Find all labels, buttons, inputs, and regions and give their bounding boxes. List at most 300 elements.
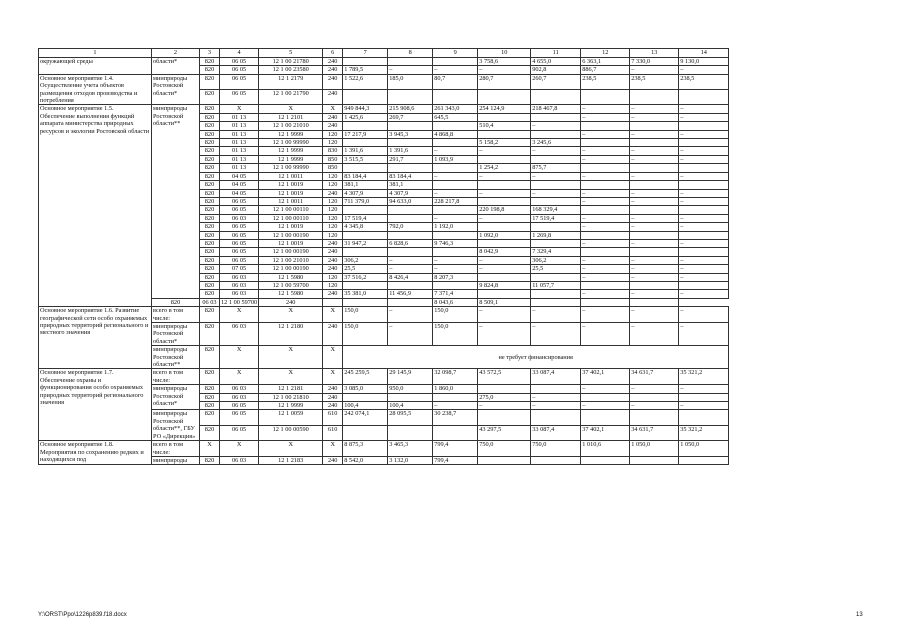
data-cell <box>478 113 531 121</box>
data-cell: X <box>323 105 343 113</box>
data-cell <box>531 239 581 247</box>
data-cell: – <box>581 265 630 273</box>
data-cell: 06 05 <box>220 206 259 214</box>
data-cell: – <box>630 223 679 231</box>
data-cell: 100,4 <box>343 402 388 410</box>
data-cell: 01 13 <box>220 155 259 163</box>
data-cell: 4 307,9 <box>388 189 433 197</box>
data-cell: – <box>531 147 581 155</box>
data-cell: 06 03 <box>220 290 259 298</box>
data-cell: 820 <box>200 164 220 172</box>
data-cell: 820 <box>200 425 220 440</box>
header-cell: 7 <box>343 49 388 58</box>
data-cell <box>343 58 388 66</box>
data-cell: 12 1 5980 <box>259 290 323 298</box>
data-cell: 12 1 2181 <box>259 385 323 393</box>
data-cell <box>531 90 581 105</box>
executor-cell: минприроды Ростовской области* <box>152 385 200 410</box>
data-cell: 06 03 <box>200 298 220 306</box>
data-cell: – <box>630 214 679 222</box>
executor-cell: всего в том числе: <box>152 441 200 457</box>
data-cell: 185,0 <box>388 74 433 89</box>
data-cell: 43 297,5 <box>478 425 531 440</box>
data-cell: – <box>433 189 478 197</box>
data-cell <box>433 139 478 147</box>
data-cell <box>531 456 581 464</box>
data-cell: 820 <box>200 197 220 205</box>
data-cell: – <box>679 197 729 205</box>
data-cell: 17 519,4 <box>531 214 581 222</box>
data-cell <box>323 298 343 306</box>
data-cell: 11 057,7 <box>531 281 581 289</box>
data-cell <box>343 206 388 214</box>
data-cell <box>679 410 729 425</box>
data-cell: – <box>630 105 679 113</box>
data-cell: 12 1 00 59700 <box>221 298 258 306</box>
data-cell: – <box>478 323 531 346</box>
data-cell: 220 198,8 <box>478 206 531 214</box>
data-cell: 820 <box>200 223 220 231</box>
data-cell: 35 321,2 <box>679 369 729 385</box>
data-cell: 06 05 <box>220 402 259 410</box>
data-cell: 820 <box>200 231 220 239</box>
data-cell: 240 <box>323 290 343 298</box>
data-cell: 645,5 <box>433 113 478 121</box>
data-cell: 12 1 00 00110 <box>259 206 323 214</box>
data-cell: – <box>630 290 679 298</box>
data-cell: 820 <box>200 369 220 385</box>
data-cell: 06 05 <box>220 58 259 66</box>
data-cell: 4 868,8 <box>433 130 478 138</box>
data-cell: 04 05 <box>220 181 259 189</box>
data-cell: – <box>679 323 729 346</box>
data-cell: 1 092,0 <box>478 231 531 239</box>
data-cell <box>581 410 630 425</box>
data-cell: 06 05 <box>220 248 259 256</box>
data-cell: 12 1 0019 <box>259 189 323 197</box>
data-cell: 8 043,6 <box>433 298 478 306</box>
data-cell <box>343 139 388 147</box>
data-cell: 7 329,4 <box>531 248 581 256</box>
data-cell <box>388 206 433 214</box>
data-cell: 8 426,4 <box>388 273 433 281</box>
data-cell: – <box>581 113 630 121</box>
data-cell: 820 <box>200 90 220 105</box>
data-cell: 06 03 <box>220 273 259 281</box>
data-cell: 06 05 <box>220 74 259 89</box>
data-cell: 820 <box>200 248 220 256</box>
data-cell: – <box>388 66 433 74</box>
data-cell: 820 <box>200 189 220 197</box>
data-cell: 820 <box>200 105 220 113</box>
data-cell: 240 <box>323 265 343 273</box>
data-cell <box>388 231 433 239</box>
data-cell <box>679 248 729 256</box>
data-cell: 12 1 00 99990 <box>259 164 323 172</box>
data-cell: 12 1 00 21790 <box>259 90 323 105</box>
data-cell: 4 307,9 <box>343 189 388 197</box>
data-cell: – <box>679 147 729 155</box>
data-cell: 820 <box>200 155 220 163</box>
executor-cell: всего в том числе: <box>152 369 200 385</box>
data-cell: 11 456,9 <box>388 290 433 298</box>
data-cell <box>433 231 478 239</box>
data-cell: 25,5 <box>531 265 581 273</box>
data-cell <box>478 181 531 189</box>
table-row <box>39 307 729 323</box>
data-cell: 12 1 00 59700 <box>259 281 323 289</box>
activity-cell: Основное мероприятие 1.5. Обеспечение выполнения функций аппарата министерства природных ресурсов и экологии Ростовской области <box>39 105 152 307</box>
data-cell: – <box>630 172 679 180</box>
data-cell: 949 844,3 <box>343 105 388 113</box>
data-cell: X <box>220 105 259 113</box>
data-cell: 3 515,5 <box>343 155 388 163</box>
data-cell: 306,2 <box>531 256 581 264</box>
data-cell: – <box>679 273 729 281</box>
data-cell <box>343 393 388 401</box>
data-cell: 820 <box>200 214 220 222</box>
data-cell: 240 <box>323 402 343 410</box>
table-row <box>39 105 729 113</box>
data-cell: 1 789,5 <box>343 66 388 74</box>
table-row <box>39 369 729 385</box>
header-cell: 6 <box>323 49 343 58</box>
data-cell <box>433 122 478 130</box>
data-cell <box>343 90 388 105</box>
table-row <box>39 74 729 89</box>
data-cell <box>478 130 531 138</box>
data-cell: X <box>323 346 343 369</box>
data-cell: 3 245,6 <box>531 139 581 147</box>
data-cell: 902,8 <box>531 66 581 74</box>
data-cell <box>630 393 679 401</box>
data-cell: 37 402,1 <box>581 369 630 385</box>
data-cell: – <box>630 66 679 74</box>
data-cell: 3 945,3 <box>388 130 433 138</box>
activity-cell: Основное мероприятие 1.8. Мероприятия по сохранению редких и находящихся под <box>39 441 152 465</box>
table-row <box>39 441 729 457</box>
data-cell: 12 1 2180 <box>259 323 323 346</box>
data-cell: 1 192,0 <box>433 223 478 231</box>
data-cell: 12 1 2179 <box>259 74 323 89</box>
data-cell: 43 572,5 <box>478 369 531 385</box>
data-cell <box>531 130 581 138</box>
data-cell: 12 1 0019 <box>259 181 323 189</box>
data-cell <box>581 298 630 306</box>
data-cell: 820 <box>200 402 220 410</box>
data-cell: – <box>531 323 581 346</box>
data-cell <box>679 206 729 214</box>
data-cell <box>531 298 581 306</box>
executor-cell: области* <box>152 58 200 75</box>
data-cell: 37 516,2 <box>343 273 388 281</box>
data-cell <box>630 410 679 425</box>
data-cell: 28 095,5 <box>388 410 433 425</box>
data-cell: 12 1 00 23580 <box>259 66 323 74</box>
data-cell: X <box>323 441 343 457</box>
data-cell: 950,0 <box>388 385 433 393</box>
data-cell <box>433 90 478 105</box>
data-cell <box>343 122 388 130</box>
header-cell: 9 <box>433 49 478 58</box>
data-cell: 240 <box>323 239 343 247</box>
data-cell <box>433 281 478 289</box>
data-cell <box>531 197 581 205</box>
data-cell: 17 519,4 <box>343 214 388 222</box>
data-cell <box>630 122 679 130</box>
data-cell: 12 1 9999 <box>259 130 323 138</box>
data-cell: – <box>630 323 679 346</box>
data-cell: 33 087,4 <box>531 369 581 385</box>
executor-cell: минприроды Ростовской области**, ГБУ РО «Дирекция» <box>152 410 200 441</box>
data-cell <box>433 425 478 440</box>
data-cell: 240 <box>323 122 343 130</box>
data-cell: – <box>581 273 630 281</box>
data-cell <box>679 164 729 172</box>
table-row <box>39 58 729 66</box>
data-cell: 06 03 <box>220 385 259 393</box>
data-cell: 120 <box>323 130 343 138</box>
data-cell: 820 <box>200 273 220 281</box>
data-cell: 215 908,6 <box>388 105 433 113</box>
data-cell: 34 631,7 <box>630 369 679 385</box>
data-cell: 12 1 0019 <box>259 239 323 247</box>
data-cell: 3 085,0 <box>343 385 388 393</box>
data-cell: – <box>531 172 581 180</box>
data-cell: – <box>679 256 729 264</box>
data-cell <box>531 273 581 281</box>
data-cell: 218 467,8 <box>531 105 581 113</box>
data-cell: 1 254,2 <box>478 164 531 172</box>
data-cell: 820 <box>152 298 200 306</box>
data-cell: 06 05 <box>220 223 259 231</box>
data-cell: 238,5 <box>630 74 679 89</box>
data-cell: 261 343,0 <box>433 105 478 113</box>
data-cell <box>531 181 581 189</box>
data-cell: 820 <box>200 58 220 66</box>
data-cell <box>478 410 531 425</box>
data-cell: 30 238,7 <box>433 410 478 425</box>
data-cell <box>343 425 388 440</box>
data-cell: 6 828,6 <box>388 239 433 247</box>
data-cell: – <box>679 214 729 222</box>
data-cell: 3 758,6 <box>478 58 531 66</box>
data-cell: 120 <box>323 139 343 147</box>
data-cell: 820 <box>200 456 220 464</box>
data-cell: – <box>679 402 729 410</box>
data-cell: – <box>478 402 531 410</box>
data-cell <box>478 197 531 205</box>
data-cell: 12 1 2101 <box>259 113 323 121</box>
data-cell: 820 <box>200 206 220 214</box>
data-cell: – <box>679 66 729 74</box>
header-cell: 11 <box>531 49 581 58</box>
data-cell: 8 542,0 <box>343 456 388 464</box>
budget-table <box>38 48 729 465</box>
data-cell: 750,0 <box>531 441 581 457</box>
data-cell <box>581 164 630 172</box>
data-cell: 238,5 <box>679 74 729 89</box>
data-cell: 17 217,9 <box>343 130 388 138</box>
data-cell: – <box>478 147 531 155</box>
data-cell <box>388 58 433 66</box>
data-cell: – <box>478 265 531 273</box>
data-cell <box>478 239 531 247</box>
data-cell: 820 <box>200 147 220 155</box>
data-cell: 1 391,6 <box>343 147 388 155</box>
data-cell: 7 371,4 <box>433 290 478 298</box>
data-cell: 306,2 <box>343 256 388 264</box>
data-cell: 12 1 9999 <box>259 155 323 163</box>
data-cell <box>531 113 581 121</box>
data-cell: – <box>433 214 478 222</box>
data-cell <box>388 214 433 222</box>
data-cell: 12 1 00 21810 <box>259 393 323 401</box>
data-cell <box>630 298 679 306</box>
data-cell <box>581 393 630 401</box>
data-cell: 3 132,0 <box>388 456 433 464</box>
data-cell: – <box>679 155 729 163</box>
data-cell: 792,0 <box>388 223 433 231</box>
data-cell: 12 1 0011 <box>259 197 323 205</box>
data-cell <box>478 385 531 393</box>
data-cell <box>581 456 630 464</box>
data-cell: 820 <box>200 385 220 393</box>
data-cell: – <box>679 105 729 113</box>
data-cell <box>343 298 388 306</box>
data-cell: – <box>581 172 630 180</box>
data-cell <box>581 122 630 130</box>
data-cell <box>679 90 729 105</box>
data-cell: – <box>581 402 630 410</box>
data-cell: 240 <box>323 189 343 197</box>
data-cell: – <box>679 290 729 298</box>
header-cell: 13 <box>630 49 679 58</box>
activity-cell: Основное мероприятие 1.6. Развитие географической сети особо охраняемых природных территорий регионального и местного значения <box>39 307 152 369</box>
data-cell: 35 381,0 <box>343 290 388 298</box>
data-cell: – <box>531 122 581 130</box>
data-cell <box>630 164 679 172</box>
data-cell: – <box>478 307 531 323</box>
data-cell: 12 1 00 21010 <box>259 256 323 264</box>
data-cell <box>630 181 679 189</box>
data-cell <box>531 290 581 298</box>
data-cell <box>531 223 581 231</box>
data-cell: 150,0 <box>343 307 388 323</box>
data-cell: 228 217,8 <box>433 197 478 205</box>
data-cell: – <box>388 256 433 264</box>
data-cell: 01 13 <box>220 122 259 130</box>
data-cell: X <box>220 441 259 457</box>
data-cell: 150,0 <box>433 323 478 346</box>
data-cell: 120 <box>323 273 343 281</box>
data-cell: 33 087,4 <box>531 425 581 440</box>
data-cell: – <box>388 307 433 323</box>
data-cell <box>630 281 679 289</box>
data-cell: 830 <box>323 147 343 155</box>
data-cell <box>388 139 433 147</box>
data-cell: 12 1 5980 <box>259 273 323 281</box>
data-cell: 6 363,1 <box>581 58 630 66</box>
data-cell: – <box>581 155 630 163</box>
data-cell: – <box>679 172 729 180</box>
data-cell: 12 1 00 00590 <box>259 425 323 440</box>
data-cell: 820 <box>200 290 220 298</box>
data-cell: 820 <box>200 74 220 89</box>
data-cell <box>630 456 679 464</box>
data-cell: 1 522,6 <box>343 74 388 89</box>
data-cell: 83 184,4 <box>388 172 433 180</box>
data-cell: – <box>531 307 581 323</box>
data-cell: 12 1 00 00190 <box>259 248 323 256</box>
data-cell: 06 05 <box>220 90 259 105</box>
data-cell: X <box>220 346 259 369</box>
executor-cell: минприроды Ростовской области** <box>152 105 200 298</box>
data-cell: X <box>259 441 323 457</box>
data-cell: – <box>433 147 478 155</box>
data-cell <box>630 139 679 147</box>
data-cell <box>679 122 729 130</box>
header-cell: 12 <box>581 49 630 58</box>
data-cell: 06 05 <box>220 256 259 264</box>
header-cell: 5 <box>259 49 323 58</box>
data-cell <box>630 90 679 105</box>
data-cell <box>531 385 581 393</box>
data-cell: 01 13 <box>220 164 259 172</box>
data-cell <box>478 155 531 163</box>
data-cell: 32 098,7 <box>433 369 478 385</box>
data-cell: – <box>630 197 679 205</box>
data-cell <box>531 410 581 425</box>
data-cell: X <box>200 441 220 457</box>
data-cell: – <box>581 147 630 155</box>
page-number: 13 <box>856 612 863 618</box>
data-cell: – <box>581 214 630 222</box>
data-cell: – <box>630 239 679 247</box>
data-cell: 01 13 <box>220 113 259 121</box>
data-cell: 12 1 2183 <box>259 456 323 464</box>
data-cell: – <box>433 265 478 273</box>
data-cell: – <box>630 130 679 138</box>
data-cell: – <box>478 256 531 264</box>
data-cell: – <box>581 197 630 205</box>
data-cell: – <box>630 385 679 393</box>
data-cell <box>433 58 478 66</box>
data-cell <box>531 155 581 163</box>
data-cell: 260,7 <box>531 74 581 89</box>
data-cell: 240 <box>323 385 343 393</box>
data-cell: 820 <box>200 346 220 369</box>
data-cell <box>581 231 630 239</box>
data-cell: 254 124,9 <box>478 105 531 113</box>
data-cell: 12 1 00 21780 <box>259 58 323 66</box>
data-cell: – <box>581 307 630 323</box>
data-cell: 12 1 00 99990 <box>259 139 323 147</box>
executor-cell: всего в том числе: <box>152 307 200 323</box>
data-cell: 04 05 <box>220 172 259 180</box>
data-cell: 80,7 <box>433 74 478 89</box>
data-cell: 83 184,4 <box>343 172 388 180</box>
data-cell: 510,4 <box>478 122 531 130</box>
data-cell: 25,5 <box>343 265 388 273</box>
data-cell: 12 1 00 21010 <box>259 122 323 130</box>
data-cell: 37 402,1 <box>581 425 630 440</box>
data-cell: 381,1 <box>388 181 433 189</box>
executor-cell: минприроды Ростовской области* <box>152 74 200 105</box>
data-cell: 240 <box>323 90 343 105</box>
data-cell: 01 13 <box>220 130 259 138</box>
data-cell: 850 <box>323 164 343 172</box>
